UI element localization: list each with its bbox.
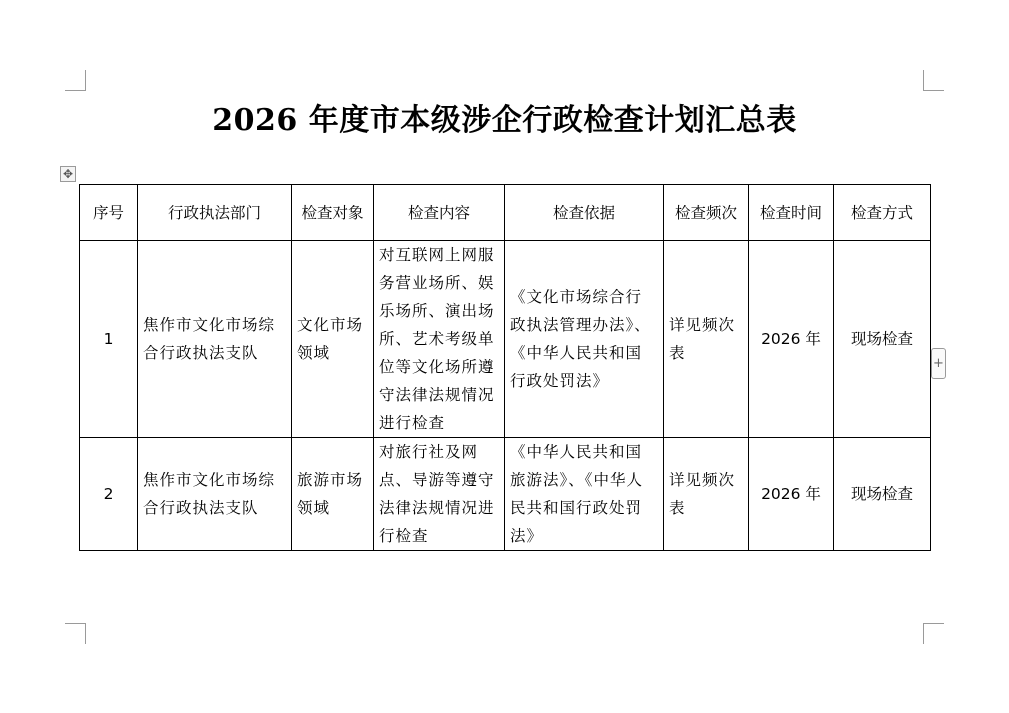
plus-icon: + [933,356,944,371]
frequency-cell: 详见频次表 [664,241,749,438]
department-cell: 焦作市文化市场综合行政执法支队 [138,241,292,438]
crop-mark-bottom-right [923,623,944,644]
time-cell: 2026 年 [749,438,834,551]
crop-mark-top-right [923,70,944,91]
header-cell: 检查内容 [374,185,505,241]
department-cell: 焦作市文化市场综合行政执法支队 [138,438,292,551]
header-cell: 检查对象 [292,185,374,241]
header-cell: 检查方式 [834,185,931,241]
inspection-plan-table [79,184,931,551]
header-cell: 检查时间 [749,185,834,241]
method-cell: 现场检查 [834,438,931,551]
object-cell: 文化市场领域 [292,241,374,438]
method-cell: 现场检查 [834,241,931,438]
document-title: 2026 年度市本级涉企行政检查计划汇总表 [212,103,797,138]
header-cell: 行政执法部门 [138,185,292,241]
table-row [80,438,931,551]
header-cell: 序号 [80,185,138,241]
content-cell: 对互联网上网服务营业场所、娱乐场所、演出场所、艺术考级单位等文化场所遵守法律法规情况进行检查 [374,241,505,438]
time-cell: 2026 年 [749,241,834,438]
frequency-cell: 详见频次表 [664,438,749,551]
table-row [80,241,931,438]
table-header-row [80,185,931,241]
header-cell: 检查依据 [505,185,664,241]
crop-mark-bottom-left [65,623,86,644]
move-icon: ✥ [62,167,74,181]
row-number: 1 [80,241,138,438]
table-move-handle[interactable] [60,166,76,182]
header-cell: 检查频次 [664,185,749,241]
content-cell: 对旅行社及网点、导游等遵守法律法规情况进行检查 [374,438,505,551]
basis-cell: 《中华人民共和国旅游法》、《中华人民共和国行政处罚法》 [505,438,664,551]
row-number: 2 [80,438,138,551]
basis-cell: 《文化市场综合行政执法管理办法》、《中华人民共和国行政处罚法》 [505,241,664,438]
object-cell: 旅游市场领域 [292,438,374,551]
add-column-handle[interactable] [931,348,946,379]
crop-mark-top-left [65,70,86,91]
